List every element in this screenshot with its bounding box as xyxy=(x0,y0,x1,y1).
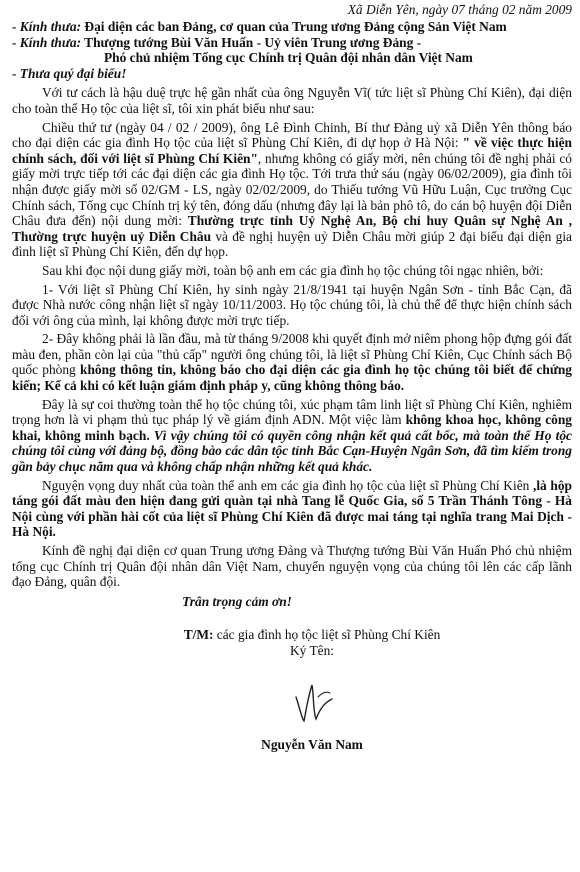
address-text: Đại diện các ban Đảng, cơ quan của Trung ương Đảng cộng Sản Việt Nam xyxy=(81,19,507,34)
address-line-1 xyxy=(12,19,572,35)
text-run: và đề nghị huyện uỷ Diễn Châu mời giúp 2 đại biểu đại diện gia đình liệt sĩ Phùng Chí Kiên, đến dự họp. xyxy=(12,228,572,260)
address-line-3 xyxy=(12,50,572,66)
text-run: Đây là sự coi thường toàn thể họ tộc chúng tôi, xúc phạm tâm linh liệt sĩ Phùng Chí Kiên, nghiêm trọng hơn là vi phạm thủ tục pháp lý về giám định ADN. Một việc làm xyxy=(12,396,572,428)
text-run: , nhưng không có giấy mời, nên chúng tôi đề nghị phải có giấy mời trực tiếp tới các đại diện các gia đình Họ tộc. Tới trưa thứ sáu (ngày 06/02/2009), gia đình tôi nhận được giấy mời số 02/GM - LS, ngày 02/02/2009, do Thiếu tướng Vũ Hữu Luận, Cục trưởng Cục Chính sách, Tổng cục Chính trị ký tên, đóng dấu (nhưng đây lại là bản phô tô, do cán bộ huyện đội Diễn Châu đưa đến) nội dung mời: xyxy=(12,150,572,229)
paragraph-request: Kính đề nghị đại diện cơ quan Trung ương Đảng và Thượng tướng Bùi Văn Huấn Phó chủ nhiệm tổng cục Chính trị Quân đội nhân dân Việt Nam, chuyển nguyện vọng của chúng tôi lên các cấp lãnh đạo Đảng, quân đội. xyxy=(12,543,572,590)
paragraph-surprise: Sau khi đọc nội dung giấy mời, toàn bộ anh em các gia đình họ tộc chúng tôi ngạc nhiên, bởi: xyxy=(42,262,544,278)
greeting: - Thưa quý đại biểu! xyxy=(12,65,127,81)
meeting-subject: " về việc thực hiện chính sách, đối với liệt sĩ Phùng Chí Kiên" xyxy=(12,135,572,166)
invitees: Thường trực tỉnh Uỷ Nghệ An, Bộ chỉ huy Quân sự Nghệ An , Thường trực huyện uỷ Diễn Châu xyxy=(12,213,572,244)
bold-statement: ,là hộp táng gói đất màu đen hiện đang gửi quàn tại nhà Tang lễ Quốc Gia, số 5 Trần Thánh Tông - Hà Nội cùng với phần hài cốt của liệt sĩ Phùng Chí Kiên đã được mai táng tại nghĩa trang Mai Dịch - Hà Nội. xyxy=(12,477,572,540)
bold-statement: không thông tin, không báo cho đại diện các gia đình họ tộc chúng tôi biết để chứng kiến; Kể cả khi có kết luận giám định pháp y, cũng không thông báo. xyxy=(12,362,573,394)
text-run: Chiều thứ tư (ngày 04 / 02 / 2009), ông Lê Đình Chinh, Bí thư Đảng uỷ xã Diễn Yên thông báo cho đại diện các gia đình Họ tộc của liệt sĩ Phùng Chí Kiên, đi dự họp ở Hà Nội: xyxy=(12,119,572,151)
address-text: Thượng tướng Bùi Văn Huấn - Uỷ viên Trung ương Đảng - xyxy=(81,34,422,50)
signature-block xyxy=(12,627,572,752)
address-line-2 xyxy=(12,35,572,51)
address-line-4 xyxy=(12,66,572,82)
signature-label: Ký Tên: xyxy=(289,642,334,658)
signer-name: Nguyễn Văn Nam xyxy=(261,736,363,752)
address-label: - Kính thưa: xyxy=(12,34,82,50)
bold-statement: không khoa học, không công khai, không minh bạch. xyxy=(12,412,572,443)
bold-italic-statement: Vì vậy chúng tôi có quyền công nhận kết quả cất bốc, mà toàn thể Họ tộc chúng tôi cùng với đảng bộ, đồng bào các dân tộc tỉnh Bắc Cạn-Huyện Ngân Sơn, đã tìm kiếm trong gần bảy chục năm qua và không chấp nhận những kết quả khác. xyxy=(12,427,572,475)
handwritten-signature xyxy=(282,667,342,729)
list-item-1: 1- Với liệt sĩ Phùng Chí Kiên, hy sinh ngày 21/8/1941 tại huyện Ngân Sơn - tỉnh Bắc Cạn, đã được Nhà nước công nhận liệt sĩ ngày 10/11/2003. Họ tộc chúng tôi, là chủ thể để thực hiện chính sách đối với ông của mình, lại không được mời trực tiếp. xyxy=(12,281,572,328)
paragraph-intro: Với tư cách là hậu duệ trực hệ gần nhất của ông Nguyễn Vĩ( tức liệt sĩ Phùng Chí Kiên), đại diện cho toàn thể Họ tộc của liệt sĩ, tôi xin phát biểu như sau: xyxy=(12,85,572,116)
closing-line: Trân trọng cảm ơn! xyxy=(182,593,292,609)
text-run: 2- Đây không phải là lần đầu, mà từ tháng 9/2008 khi quyết định mở niêm phong hộp đựng gói đất màu đen, phần còn lại của "thủ cấp" người ông chúng tôi, là liệt sĩ Phùng Chí Kiên, Cục Chính sách Bộ quốc phòng xyxy=(12,331,572,378)
paragraph-complaint xyxy=(12,397,572,475)
dateline: Xã Diễn Yên, ngày 07 tháng 02 năm 2009 xyxy=(347,2,572,17)
signature-on-behalf xyxy=(52,627,572,643)
tm-label: T/M: xyxy=(183,627,214,643)
list-item-2 xyxy=(12,331,572,393)
paragraph-wish xyxy=(12,478,572,540)
text-run: Nguyện vọng duy nhất của toàn thể anh em các gia đình họ tộc của liệt sĩ Phùng Chí Kiên xyxy=(42,477,533,493)
tm-text: các gia đình họ tộc liệt sĩ Phùng Chí Kiên xyxy=(213,627,441,643)
address-text: Phó chủ nhiệm Tổng cục Chính trị Quân đội nhân dân Việt Nam xyxy=(104,50,473,66)
letter-page xyxy=(0,2,580,872)
paragraph-invitation xyxy=(12,120,572,260)
address-label: - Kính thưa: xyxy=(12,19,82,34)
